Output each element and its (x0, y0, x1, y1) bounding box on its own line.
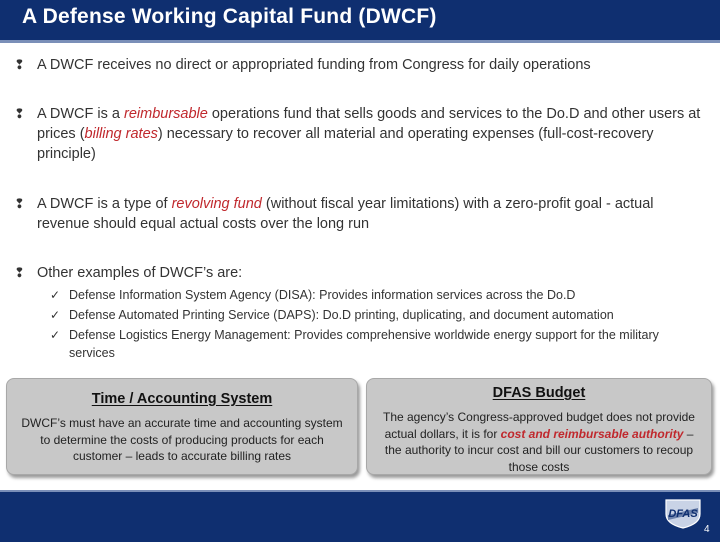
dfas-budget-box (366, 378, 712, 475)
pointer-bullet-icon: ❢ (14, 57, 25, 72)
bullet-2-post: ) necessary to recover all material and operating expenses (full-cost-recovery principle) (37, 126, 654, 162)
bullet-1-text: A DWCF receives no direct or appropriated funding from Congress for daily operations (37, 57, 591, 73)
bullet-3-pre: A DWCF is a type of (37, 196, 172, 212)
revolving-fund-term: revolving fund (171, 196, 262, 212)
bullet-4-text: Other examples of DWCF’s are: (37, 265, 243, 281)
cost-reimbursable-authority-term: cost and reimbursable authority (500, 426, 684, 441)
example-text: Defense Information System Agency (DISA): Provides information services across the Do.D (69, 288, 576, 302)
billing-rates-term: billing rates (84, 126, 158, 142)
bullet-2-text (37, 104, 709, 164)
footer-bar (0, 490, 720, 542)
title-bar (0, 0, 720, 43)
logo-text: DFAS (668, 508, 698, 520)
page-number: 4 (704, 524, 710, 535)
bullet-3-text (37, 194, 709, 234)
time-accounting-title: Time / Accounting System (91, 391, 273, 407)
dfas-budget-pre: The agency’s Congress-approved budget does not provide actual dollars, it is for (383, 410, 695, 441)
checkmark-icon: ✓ (50, 288, 61, 302)
slide-title: A Defense Working Capital Fund (DWCF) (22, 5, 437, 28)
checkmark-icon: ✓ (50, 308, 61, 322)
dfas-budget-post: – the authority to incur cost and bill our customers to recoup those costs (384, 426, 694, 474)
dfas-logo (660, 496, 706, 530)
bullet-2-mid: operations fund that sells goods and services to the Do.D and other users at prices ( (37, 106, 701, 142)
pointer-bullet-icon: ❢ (14, 106, 25, 121)
pointer-bullet-icon: ❢ (14, 265, 25, 280)
time-accounting-text: DWCF’s must have an accurate time and accounting system to determine the costs of producing products for each customer – leads to accurate billing rates (21, 416, 343, 463)
pointer-bullet-icon: ❢ (14, 196, 25, 211)
example-text: Defense Automated Printing Service (DAPS): Do.D printing, duplicating, and document automation (69, 308, 614, 322)
dfas-budget-text (375, 409, 703, 475)
dfas-budget-title: DFAS Budget (492, 385, 586, 401)
bullet-2-pre: A DWCF is a (37, 106, 125, 122)
bullet-3-post: (without fiscal year limitations) with a zero-profit goal - actual revenue should equal actual costs over the long run (37, 196, 654, 232)
checkmark-icon: ✓ (50, 328, 61, 342)
reimbursable-term: reimbursable (124, 106, 208, 122)
time-accounting-box (6, 378, 358, 475)
example-text: Defense Logistics Energy Management: Provides comprehensive worldwide energy support for the military services (69, 328, 659, 360)
